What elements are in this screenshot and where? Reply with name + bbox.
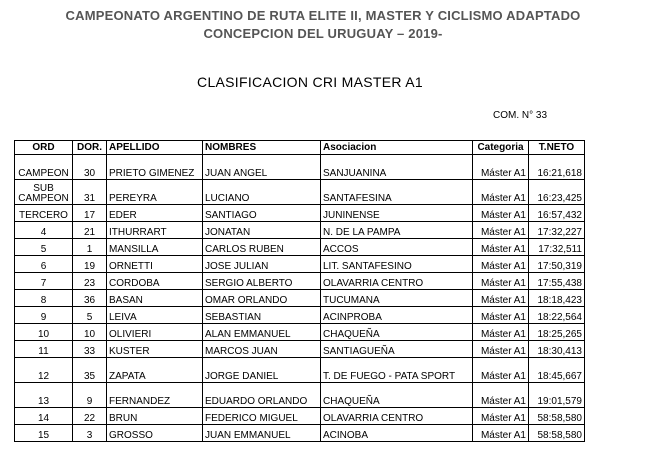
cell-ord: TERCERO [15, 205, 73, 222]
cell-tiempo: 18:45,667 [529, 358, 585, 383]
cell-nombres: JUAN EMMANUEL [203, 425, 321, 442]
table-row [15, 324, 585, 341]
column-header-asociacion: Asociacion [321, 141, 473, 155]
cell-nombres: LUCIANO [203, 180, 321, 205]
cell-categoria: Máster A1 [473, 324, 529, 341]
cell-asociacion: CHAQUEÑA [321, 324, 473, 341]
cell-asociacion: LIT. SANTAFESINO [321, 256, 473, 273]
cell-apellido: ITHURRART [107, 222, 203, 239]
cell-apellido: OLIVIERI [107, 324, 203, 341]
cell-dor: 17 [73, 205, 107, 222]
cell-tiempo: 58:58,580 [529, 408, 585, 425]
cell-categoria: Máster A1 [473, 239, 529, 256]
cell-categoria: Máster A1 [473, 358, 529, 383]
cell-ord: 6 [15, 256, 73, 273]
cell-dor: 3 [73, 425, 107, 442]
cell-asociacion: T. DE FUEGO - PATA SPORT [321, 358, 473, 383]
cell-tiempo: 16:23,425 [529, 180, 585, 205]
cell-dor: 1 [73, 239, 107, 256]
cell-nombres: ALAN EMMANUEL [203, 324, 321, 341]
column-header-apellido: APELLIDO [107, 141, 203, 155]
cell-tiempo: 17:32,227 [529, 222, 585, 239]
cell-apellido: MANSILLA [107, 239, 203, 256]
cell-categoria: Máster A1 [473, 307, 529, 324]
cell-nombres: FEDERICO MIGUEL [203, 408, 321, 425]
cell-tiempo: 18:18,423 [529, 290, 585, 307]
table-header-row [15, 141, 585, 155]
cell-ord: 11 [15, 341, 73, 358]
cell-ord: 12 [15, 358, 73, 383]
cell-nombres: SERGIO ALBERTO [203, 273, 321, 290]
cell-asociacion: N. DE LA PAMPA [321, 222, 473, 239]
championship-title: CAMPEONATO ARGENTINO DE RUTA ELITE II, MASTER Y CICLISMO ADAPTADO [65, 8, 581, 23]
table-row [15, 155, 585, 180]
table-row [15, 307, 585, 324]
table-row [15, 358, 585, 383]
cell-asociacion: JUNINENSE [321, 205, 473, 222]
cell-apellido: CORDOBA [107, 273, 203, 290]
cell-asociacion: SANTIAGUEÑA [321, 341, 473, 358]
cell-nombres: SANTIAGO [203, 205, 321, 222]
cell-categoria: Máster A1 [473, 341, 529, 358]
cell-categoria: Máster A1 [473, 256, 529, 273]
table-row [15, 383, 585, 408]
cell-dor: 5 [73, 307, 107, 324]
cell-apellido: PEREYRA [107, 180, 203, 205]
table-row [15, 273, 585, 290]
cell-dor: 30 [73, 155, 107, 180]
cell-tiempo: 16:21,618 [529, 155, 585, 180]
cell-categoria: Máster A1 [473, 383, 529, 408]
cell-categoria: Máster A1 [473, 205, 529, 222]
cell-ord: 9 [15, 307, 73, 324]
cell-nombres: EDUARDO ORLANDO [203, 383, 321, 408]
cell-dor: 19 [73, 256, 107, 273]
cell-ord: SUB CAMPEON [15, 180, 73, 205]
cell-ord: 7 [15, 273, 73, 290]
table-row [15, 408, 585, 425]
cell-asociacion: SANTAFESINA [321, 180, 473, 205]
table-row [15, 180, 585, 205]
cell-dor: 35 [73, 358, 107, 383]
cell-nombres: MARCOS JUAN [203, 341, 321, 358]
cell-ord: 8 [15, 290, 73, 307]
classification-title: CLASIFICACION CRI MASTER A1 [197, 74, 423, 90]
cell-dor: 21 [73, 222, 107, 239]
cell-tiempo: 19:01,579 [529, 383, 585, 408]
column-header-dor: DOR. [73, 141, 107, 155]
cell-dor: 9 [73, 383, 107, 408]
cell-tiempo: 17:55,438 [529, 273, 585, 290]
cell-ord: 10 [15, 324, 73, 341]
cell-tiempo: 58:58,580 [529, 425, 585, 442]
cell-apellido: PRIETO GIMENEZ [107, 155, 203, 180]
column-header-categoria: Categoria [473, 141, 529, 155]
cell-ord: CAMPEON [15, 155, 73, 180]
cell-dor: 23 [73, 273, 107, 290]
cell-categoria: Máster A1 [473, 290, 529, 307]
cell-nombres: OMAR ORLANDO [203, 290, 321, 307]
cell-nombres: JUAN ANGEL [203, 155, 321, 180]
cell-dor: 31 [73, 180, 107, 205]
column-header-ord: ORD [15, 141, 73, 155]
table-row [15, 239, 585, 256]
cell-categoria: Máster A1 [473, 425, 529, 442]
cell-apellido: LEIVA [107, 307, 203, 324]
cell-dor: 10 [73, 324, 107, 341]
cell-apellido: FERNANDEZ [107, 383, 203, 408]
cell-asociacion: ACINOBA [321, 425, 473, 442]
cell-tiempo: 18:25,265 [529, 324, 585, 341]
table-row [15, 256, 585, 273]
cell-ord: 14 [15, 408, 73, 425]
cell-nombres: JORGE DANIEL [203, 358, 321, 383]
cell-asociacion: CHAQUEÑA [321, 383, 473, 408]
cell-nombres: SEBASTIAN [203, 307, 321, 324]
cell-apellido: KUSTER [107, 341, 203, 358]
cell-categoria: Máster A1 [473, 408, 529, 425]
cell-apellido: ZAPATA [107, 358, 203, 383]
table-row [15, 425, 585, 442]
table-row [15, 290, 585, 307]
cell-apellido: BRUN [107, 408, 203, 425]
cell-asociacion: OLAVARRIA CENTRO [321, 273, 473, 290]
cell-nombres: JOSE JULIAN [203, 256, 321, 273]
cell-nombres: JONATAN [203, 222, 321, 239]
cell-apellido: EDER [107, 205, 203, 222]
cell-categoria: Máster A1 [473, 273, 529, 290]
cell-dor: 33 [73, 341, 107, 358]
cell-ord: 5 [15, 239, 73, 256]
cell-asociacion: ACINPROBA [321, 307, 473, 324]
cell-apellido: GROSSO [107, 425, 203, 442]
cell-asociacion: OLAVARRIA CENTRO [321, 408, 473, 425]
cell-nombres: CARLOS RUBEN [203, 239, 321, 256]
cell-ord: 4 [15, 222, 73, 239]
cell-tiempo: 17:50,319 [529, 256, 585, 273]
communique-number: COM. N° 33 [493, 110, 548, 121]
cell-ord: 13 [15, 383, 73, 408]
results-table [14, 140, 585, 442]
cell-tiempo: 18:30,413 [529, 341, 585, 358]
table-row [15, 222, 585, 239]
cell-dor: 36 [73, 290, 107, 307]
event-location-title: CONCEPCION DEL URUGUAY – 2019- [203, 26, 443, 41]
column-header-nombres: NOMBRES [203, 141, 321, 155]
column-header-tiempo: T.NETO [529, 141, 585, 155]
cell-asociacion: SANJUANINA [321, 155, 473, 180]
cell-categoria: Máster A1 [473, 180, 529, 205]
cell-apellido: BASAN [107, 290, 203, 307]
cell-ord: 15 [15, 425, 73, 442]
cell-asociacion: ACCOS [321, 239, 473, 256]
table-row [15, 205, 585, 222]
table-row [15, 341, 585, 358]
cell-tiempo: 16:57,432 [529, 205, 585, 222]
cell-categoria: Máster A1 [473, 222, 529, 239]
cell-asociacion: TUCUMANA [321, 290, 473, 307]
cell-tiempo: 17:32,511 [529, 239, 585, 256]
cell-apellido: ORNETTI [107, 256, 203, 273]
cell-dor: 22 [73, 408, 107, 425]
cell-categoria: Máster A1 [473, 155, 529, 180]
cell-tiempo: 18:22,564 [529, 307, 585, 324]
